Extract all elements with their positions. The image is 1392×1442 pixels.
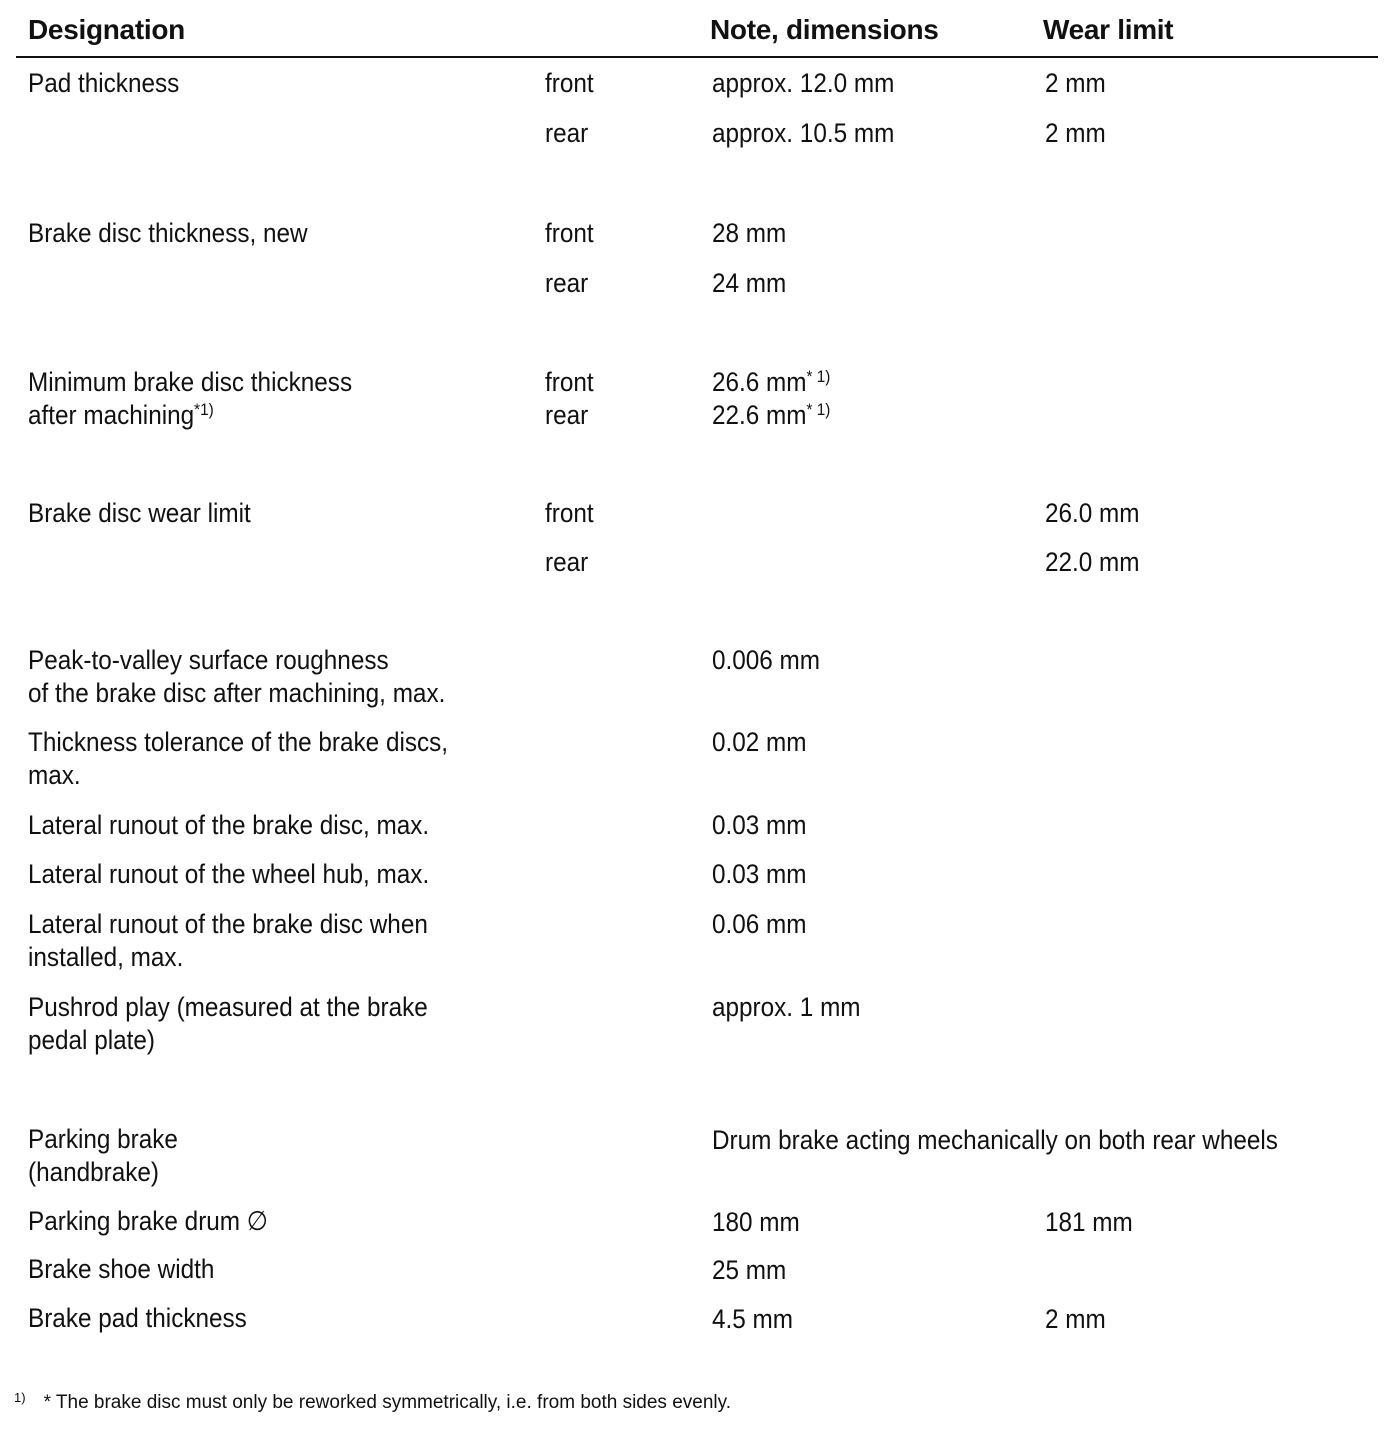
row-disc-min-label-text: after machining bbox=[28, 400, 195, 430]
row-brake-pad-wear: 2 mm bbox=[1045, 1304, 1106, 1334]
row-runout-disc-label: Lateral runout of the brake disc, max. bbox=[28, 810, 430, 840]
row-shoe-width-note: 25 mm bbox=[712, 1255, 787, 1285]
row-disc-wear-rear: rear bbox=[545, 547, 589, 577]
header-note-dimensions: Note, dimensions bbox=[710, 14, 939, 45]
row-pad-thickness-rear-wear: 2 mm bbox=[1045, 118, 1106, 148]
row-parking-brake-note: Drum brake acting mechanically on both rear wheels bbox=[712, 1125, 1278, 1155]
row-drum-note: 180 mm bbox=[712, 1207, 800, 1237]
row-disc-min-rear-value: 22.6 mm bbox=[712, 400, 807, 430]
row-disc-wear-front: front bbox=[545, 498, 594, 528]
row-pushrod-label-line1: Pushrod play (measured at the brake bbox=[28, 992, 428, 1022]
row-drum-label: Parking brake drum ∅ bbox=[28, 1206, 268, 1236]
row-disc-min-front-note bbox=[712, 365, 830, 399]
row-parking-brake-label-line1: Parking brake bbox=[28, 1124, 178, 1154]
row-runout-hub-note: 0.03 mm bbox=[712, 859, 807, 889]
footnote bbox=[14, 1386, 731, 1415]
row-disc-min-label-line1: Minimum brake disc thickness bbox=[28, 367, 353, 397]
row-shoe-width-label: Brake shoe width bbox=[28, 1254, 215, 1284]
row-pushrod-note: approx. 1 mm bbox=[712, 992, 861, 1022]
row-parking-brake-label-line2: (handbrake) bbox=[28, 1157, 160, 1187]
row-runout-hub-label: Lateral runout of the wheel hub, max. bbox=[28, 859, 430, 889]
row-disc-new-front: front bbox=[545, 218, 594, 248]
row-disc-min-label-line2 bbox=[28, 398, 214, 432]
row-pad-thickness-label: Pad thickness bbox=[28, 68, 180, 98]
row-disc-min-front: front bbox=[545, 367, 594, 397]
row-tolerance-note: 0.02 mm bbox=[712, 727, 807, 757]
row-disc-min-rear-note bbox=[712, 398, 830, 432]
row-tolerance-label-line2: max. bbox=[28, 760, 81, 790]
row-runout-installed-label-line2: installed, max. bbox=[28, 942, 184, 972]
header-rule bbox=[16, 56, 1378, 58]
footnote-mark: 1) bbox=[14, 1390, 26, 1405]
row-pad-thickness-front: front bbox=[545, 68, 594, 98]
row-drum-wear: 181 mm bbox=[1045, 1207, 1133, 1237]
row-roughness-label-line1: Peak-to-valley surface roughness bbox=[28, 645, 389, 675]
row-disc-wear-rear-wear: 22.0 mm bbox=[1045, 547, 1140, 577]
row-tolerance-label-line1: Thickness tolerance of the brake discs, bbox=[28, 727, 449, 757]
row-disc-new-rear-note: 24 mm bbox=[712, 268, 787, 298]
row-pad-thickness-rear-note: approx. 10.5 mm bbox=[712, 118, 895, 148]
row-disc-min-rear: rear bbox=[545, 400, 589, 430]
row-disc-min-label-footnote-ref: *1) bbox=[194, 400, 214, 419]
row-roughness-note: 0.006 mm bbox=[712, 645, 821, 675]
row-disc-min-front-footnote-ref: * 1) bbox=[806, 367, 831, 386]
row-brake-pad-note: 4.5 mm bbox=[712, 1304, 794, 1334]
row-disc-new-front-note: 28 mm bbox=[712, 218, 787, 248]
row-disc-new-rear: rear bbox=[545, 268, 589, 298]
row-disc-min-rear-footnote-ref: * 1) bbox=[806, 400, 831, 419]
row-disc-wear-front-wear: 26.0 mm bbox=[1045, 498, 1140, 528]
row-disc-wear-label: Brake disc wear limit bbox=[28, 498, 251, 528]
row-pad-thickness-front-wear: 2 mm bbox=[1045, 68, 1106, 98]
row-runout-disc-note: 0.03 mm bbox=[712, 810, 807, 840]
row-runout-installed-note: 0.06 mm bbox=[712, 909, 807, 939]
footnote-text: * The brake disc must only be reworked symmetrically, i.e. from both sides evenly. bbox=[43, 1392, 731, 1413]
row-runout-installed-label-line1: Lateral runout of the brake disc when bbox=[28, 909, 428, 939]
row-disc-min-front-value: 26.6 mm bbox=[712, 367, 807, 397]
row-roughness-label-line2: of the brake disc after machining, max. bbox=[28, 678, 446, 708]
row-disc-new-label: Brake disc thickness, new bbox=[28, 218, 308, 248]
row-pushrod-label-line2: pedal plate) bbox=[28, 1025, 155, 1055]
header-wear-limit: Wear limit bbox=[1043, 14, 1174, 45]
row-pad-thickness-front-note: approx. 12.0 mm bbox=[712, 68, 895, 98]
row-brake-pad-label: Brake pad thickness bbox=[28, 1303, 247, 1333]
header-designation: Designation bbox=[28, 14, 185, 45]
row-pad-thickness-rear: rear bbox=[545, 118, 589, 148]
